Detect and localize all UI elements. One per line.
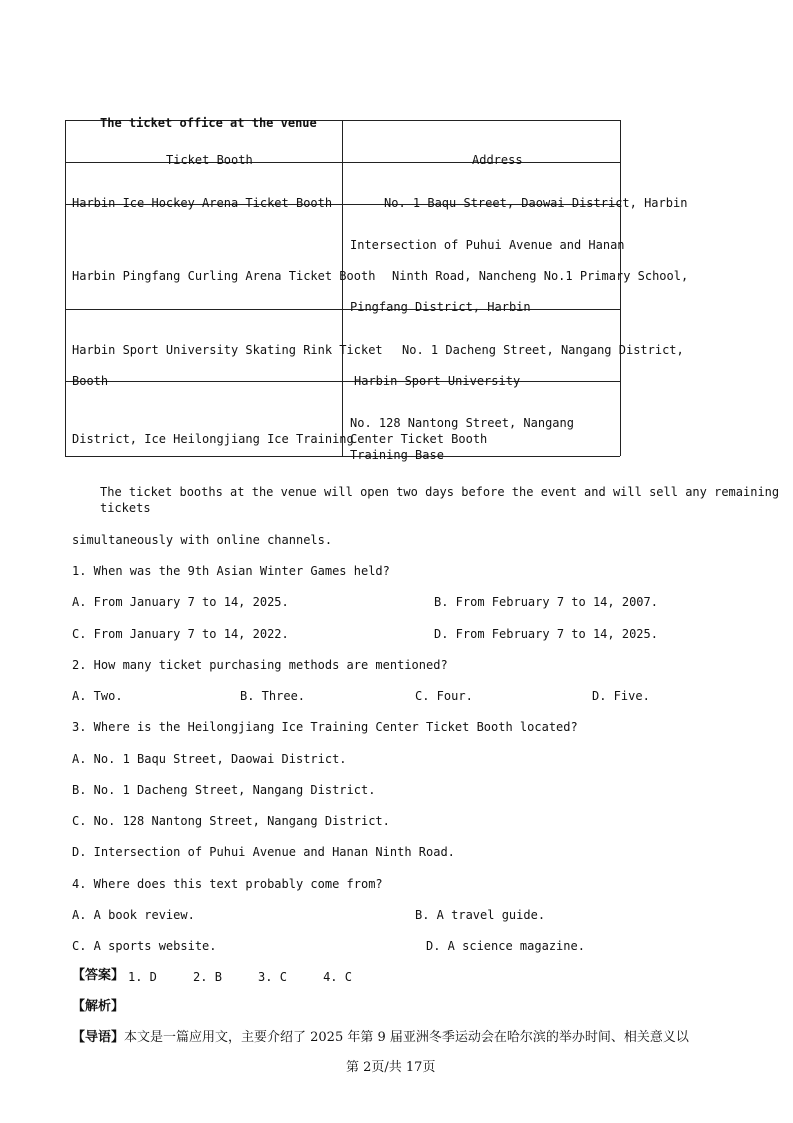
table-cell-address-line: No. 128 Nantong Street, Nangang: [350, 416, 574, 430]
option-d: D. From February 7 to 14, 2025.: [434, 627, 658, 641]
option-a: A. No. 1 Baqu Street, Daowai District.: [72, 752, 347, 766]
table-caption: The ticket office at the venue: [100, 116, 317, 130]
table-cell-address-line: Pingfang District, Harbin: [350, 300, 531, 314]
paragraph-line: tickets: [100, 501, 151, 515]
option-c: C. A sports website.: [72, 939, 217, 953]
guide-text: 本文是一篇应用文，主要介绍了 2025 年第 9 届亚洲冬季运动会在哈尔滨的举办时间、相关意义以: [124, 1030, 689, 1045]
option-a: A. A book review.: [72, 908, 195, 922]
option-b: B. No. 1 Dacheng Street, Nangang District.: [72, 783, 376, 797]
page-footer: 第 2页/共 17页: [346, 1060, 436, 1075]
analysis-label: 【解析】: [72, 999, 125, 1014]
table-cell-booth-line: Center Ticket Booth: [350, 432, 488, 446]
option-d: D. Five.: [592, 689, 650, 703]
paragraph-line: The ticket booths at the venue will open two days before the event and will sell any remaining: [100, 485, 780, 499]
table-cell-address-line: Harbin Sport University: [354, 374, 521, 388]
table-cell-address: No. 1 Baqu Street, Daowai District, Harbin: [384, 196, 688, 210]
option-c: C. From January 7 to 14, 2022.: [72, 627, 289, 641]
option-d: D. Intersection of Puhui Avenue and Hanan Ninth Road.: [72, 845, 455, 859]
table-cell-booth-line: Booth: [72, 374, 109, 388]
answer-label: 【答案】: [72, 968, 125, 983]
table-cell-address-line: Training Base: [350, 448, 444, 462]
ticket-office-table: [65, 120, 620, 456]
option-d: D. A science magazine.: [426, 939, 585, 953]
option-a: A. Two.: [72, 689, 123, 703]
table-cell-booth: Harbin Ice Hockey Arena Ticket Booth: [72, 196, 333, 210]
table-header-address: Address: [472, 153, 523, 167]
table-cell-booth-line: District, Ice Heilongjiang Ice Training: [72, 432, 354, 446]
option-c: C. No. 128 Nantong Street, Nangang District.: [72, 814, 390, 828]
paragraph-line: simultaneously with online channels.: [72, 533, 333, 547]
option-a: A. From January 7 to 14, 2025.: [72, 595, 289, 609]
table-cell-address-line: Intersection of Puhui Avenue and Hanan: [350, 238, 625, 252]
question-text: 3. Where is the Heilongjiang Ice Training Center Ticket Booth located?: [72, 720, 578, 734]
question-text: 2. How many ticket purchasing methods are mentioned?: [72, 658, 448, 672]
question-text: 1. When was the 9th Asian Winter Games held?: [72, 564, 390, 578]
guide-label: 【导语】: [72, 1030, 125, 1045]
option-c: C. Four.: [415, 689, 473, 703]
table-cell-address-line: Ninth Road, Nancheng No.1 Primary School,: [392, 269, 689, 283]
table-cell-booth-line: Harbin Sport University Skating Rink Ticket: [72, 343, 383, 357]
answer-text: 1. D 2. B 3. C 4. C: [128, 970, 352, 984]
table-cell-booth: Harbin Pingfang Curling Arena Ticket Booth: [72, 269, 376, 283]
question-text: 4. Where does this text probably come from?: [72, 877, 383, 891]
option-b: B. From February 7 to 14, 2007.: [434, 595, 658, 609]
table-header-booth: Ticket Booth: [166, 153, 253, 167]
option-b: B. A travel guide.: [415, 908, 546, 922]
table-cell-address-line: No. 1 Dacheng Street, Nangang District,: [402, 343, 684, 357]
option-b: B. Three.: [240, 689, 306, 703]
